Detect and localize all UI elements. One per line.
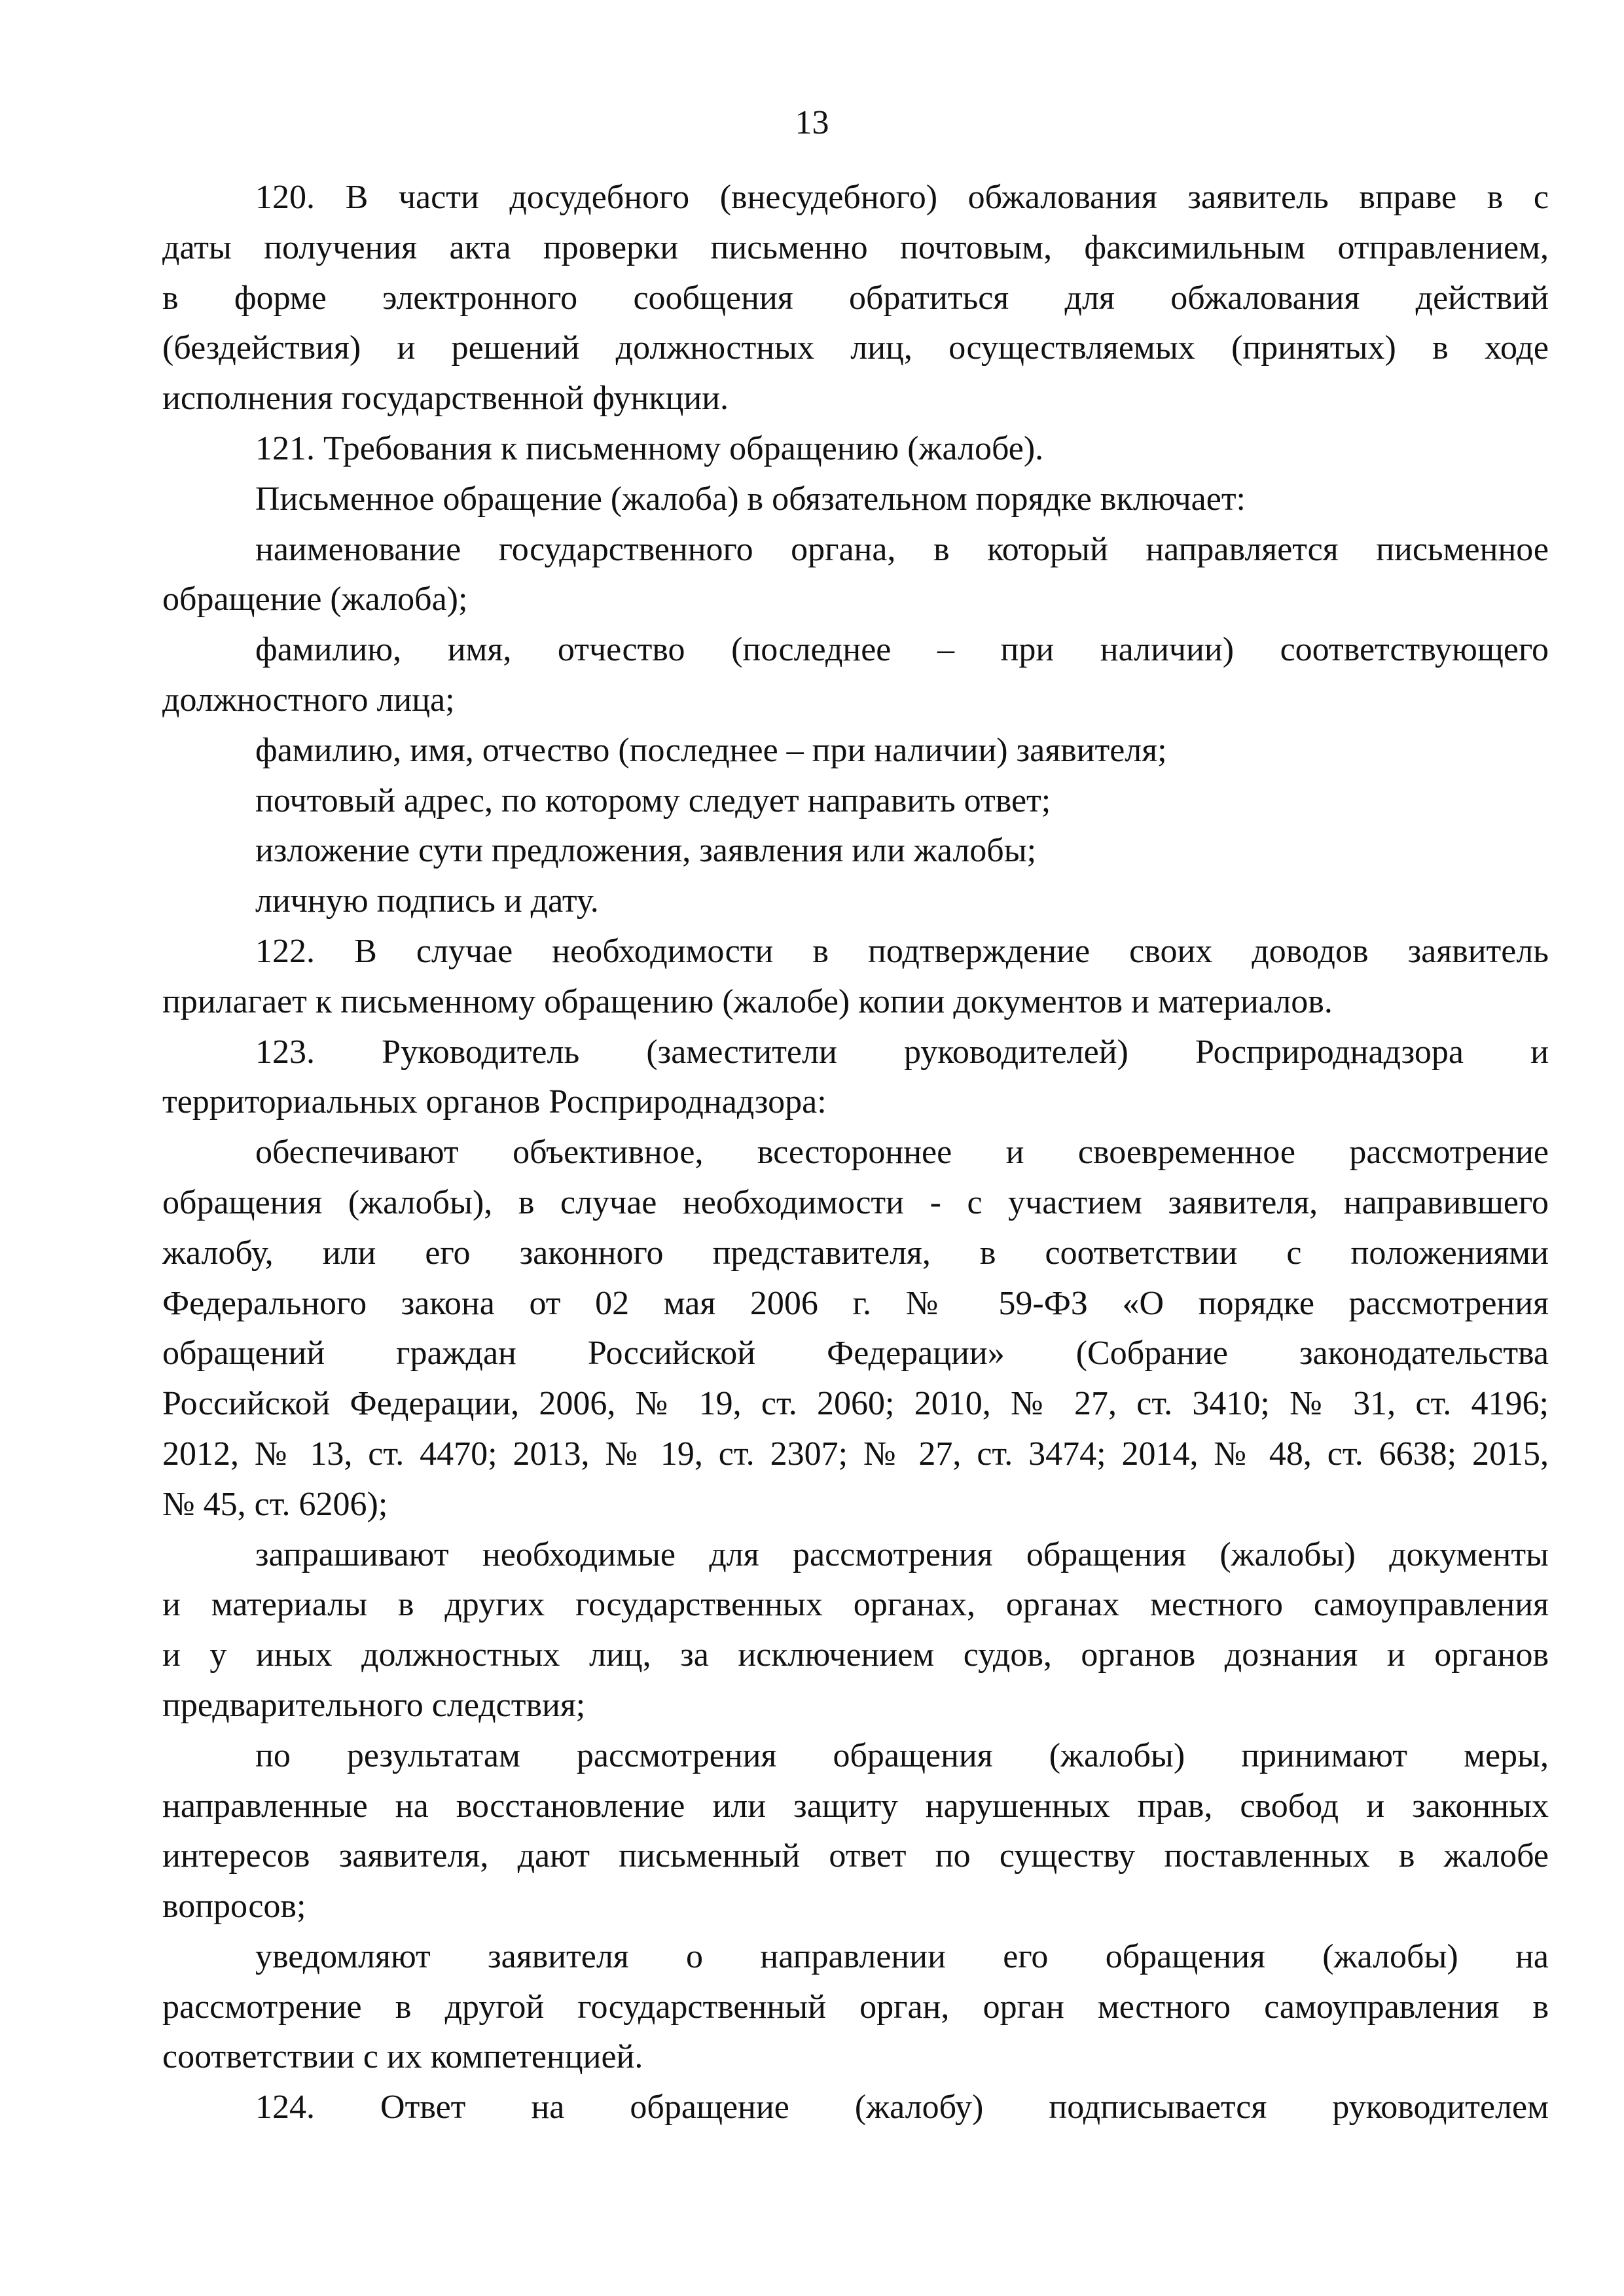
text-line: запрашивают необходимые для рассмотрения обращения (жалобы) документы	[255, 1535, 1549, 1573]
text-line: обеспечивают объективное, всестороннее и своевременное рассмотрение	[255, 1134, 1549, 1172]
text-line: вопросов;	[162, 1888, 306, 1926]
text-line: 120. В части досудебного (внесудебного) обжалования заявитель вправе в с	[255, 179, 1549, 216]
text-line: исполнения государственной функции.	[162, 380, 729, 418]
text-line: должностного лица;	[162, 681, 455, 719]
text-line: 123. Руководитель (заместители руководителей) Росприроднадзора и	[255, 1033, 1549, 1071]
text-line: Российской Федерации, 2006, № 19, ст. 2060; 2010, № 27, ст. 3410; № 31, ст. 4196;	[162, 1385, 1549, 1423]
text-line: почтовый адрес, по которому следует направить ответ;	[255, 781, 1051, 819]
text-line: (бездействия) и решений должностных лиц, осуществляемых (принятых) в ходе	[162, 329, 1549, 367]
text-line: фамилию, имя, отчество (последнее – при наличии) заявителя;	[255, 731, 1167, 769]
text-line: изложение сути предложения, заявления или жалобы;	[255, 832, 1037, 870]
document-body	[162, 173, 1549, 2133]
text-line: предварительного следствия;	[162, 1686, 586, 1724]
text-line: в форме электронного сообщения обратиться для обжалования действий	[162, 279, 1549, 317]
text-line: 122. В случае необходимости в подтверждение своих доводов заявитель	[255, 932, 1549, 970]
text-line: обращений граждан Российской Федерации» (Собрание законодательства	[162, 1335, 1549, 1372]
text-line: 2012, № 13, ст. 4470; 2013, № 19, ст. 2307; № 27, ст. 3474; 2014, № 48, ст. 6638; 2015,	[162, 1435, 1549, 1473]
text-line: и у иных должностных лиц, за исключением судов, органов дознания и органов	[162, 1636, 1549, 1674]
text-line: 121. Требования к письменному обращению (жалобе).	[255, 429, 1044, 467]
text-line: Письменное обращение (жалоба) в обязательном порядке включает:	[255, 480, 1246, 518]
text-line: и материалы в других государственных органах, органах местного самоуправления	[162, 1586, 1549, 1624]
text-line: даты получения акта проверки письменно почтовым, факсимильным отправлением,	[162, 228, 1549, 266]
text-line: обращение (жалоба);	[162, 581, 468, 619]
text-line: соответствии с их компетенцией.	[162, 2038, 643, 2076]
page-number: 13	[795, 104, 829, 141]
text-line: фамилию, имя, отчество (последнее – при наличии) соответствующего	[255, 631, 1549, 669]
text-line: Федерального закона от 02 мая 2006 г. № 59-ФЗ «О порядке рассмотрения	[162, 1284, 1549, 1322]
text-line: прилагает к письменному обращению (жалобе) копии документов и материалов.	[162, 982, 1333, 1020]
text-line: наименование государственного органа, в который направляется письменное	[255, 530, 1549, 568]
text-line: интересов заявителя, дают письменный ответ по существу поставленных в жалобе	[162, 1837, 1549, 1875]
text-line: рассмотрение в другой государственный орган, орган местного самоуправления в	[162, 1988, 1549, 2026]
text-line: направленные на восстановление или защиту нарушенных прав, свобод и законных	[162, 1787, 1549, 1825]
text-line: № 45, ст. 6206);	[162, 1485, 388, 1523]
text-line: 124. Ответ на обращение (жалобу) подписывается руководителем	[255, 2089, 1549, 2126]
text-line: жалобу, или его законного представителя, в соответствии с положениями	[162, 1234, 1549, 1272]
text-line: территориальных органов Росприроднадзора:	[162, 1083, 827, 1121]
text-line: по результатам рассмотрения обращения (жалобы) принимают меры,	[255, 1736, 1549, 1774]
text-line: личную подпись и дату.	[255, 882, 599, 920]
text-line: уведомляют заявителя о направлении его обращения (жалобы) на	[255, 1937, 1549, 1975]
text-line: обращения (жалобы), в случае необходимости - с участием заявителя, направившего	[162, 1183, 1549, 1221]
